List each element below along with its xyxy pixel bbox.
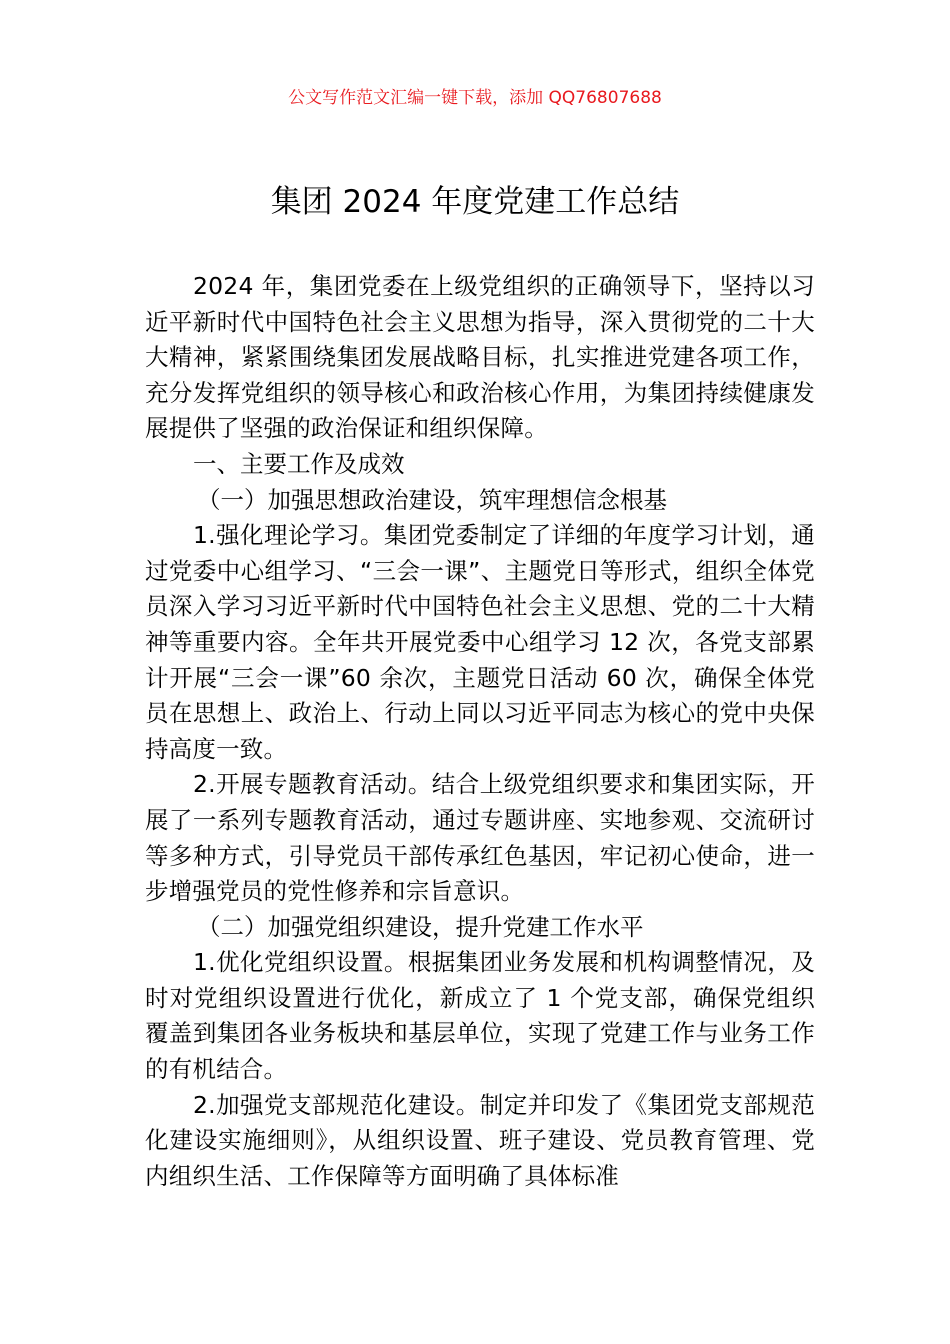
subsection-heading-ideology: （一）加强思想政治建设，筑牢理想信念根基 — [197, 485, 667, 514]
section-heading-main-work: 一、主要工作及成效 — [193, 449, 405, 478]
document-title: 集团 2024 年度党建工作总结 — [270, 184, 680, 220]
document-body — [145, 269, 815, 1194]
paragraph-theory-study: 1.强化理论学习。集团党委制定了详细的年度学习计划，通过党委中心组学习、“三会一课”、主题党日等形式，组织全体党员深入学习习近平新时代中国特色社会主义思想、党的二十大精神等重要内容。全年共开展党委中心组学习 12 次，各党支部累计开展“三会一课”60 余次，主题党日活动 60 次，确保全体党员在思想上、政治上、行动上同以习近平同志为核心的党中央保持高度一致。 — [145, 521, 815, 763]
intro-paragraph: 2024 年，集团党委在上级党组织的正确领导下，坚持以习近平新时代中国特色社会主义思想为指导，深入贯彻党的二十大大精神，紧紧围绕集团发展战略目标，扎实推进党建各项工作，充分发挥党组织的领导核心和政治核心作用，为集团持续健康发展提供了坚强的政治保证和组织保障。 — [145, 272, 815, 443]
download-banner: 公文写作范文汇编一键下载，添加 QQ76807688 — [288, 88, 662, 108]
paragraph-optimize-organization: 1.优化党组织设置。根据集团业务发展和机构调整情况，及时对党组织设置进行优化，新成立了 1 个党支部，确保党组织覆盖到集团各业务板块和基层单位，实现了党建工作与业务工作的有机结合。 — [145, 948, 815, 1084]
subsection-heading-organization: （二）加强党组织建设，提升党建工作水平 — [197, 912, 644, 941]
paragraph-special-education: 2.开展专题教育活动。结合上级党组织要求和集团实际，开展了一系列专题教育活动，通过专题讲座、实地参观、交流研讨等多种方式，引导党员干部传承红色基因，牢记初心使命，进一步增强党员的党性修养和宗旨意识。 — [145, 770, 815, 906]
paragraph-branch-standardization: 2.加强党支部规范化建设。制定并印发了《集团党支部规范化建设实施细则》，从组织设置、班子建设、党员教育管理、党内组织生活、工作保障等方面明确了具体标准 — [145, 1090, 815, 1190]
